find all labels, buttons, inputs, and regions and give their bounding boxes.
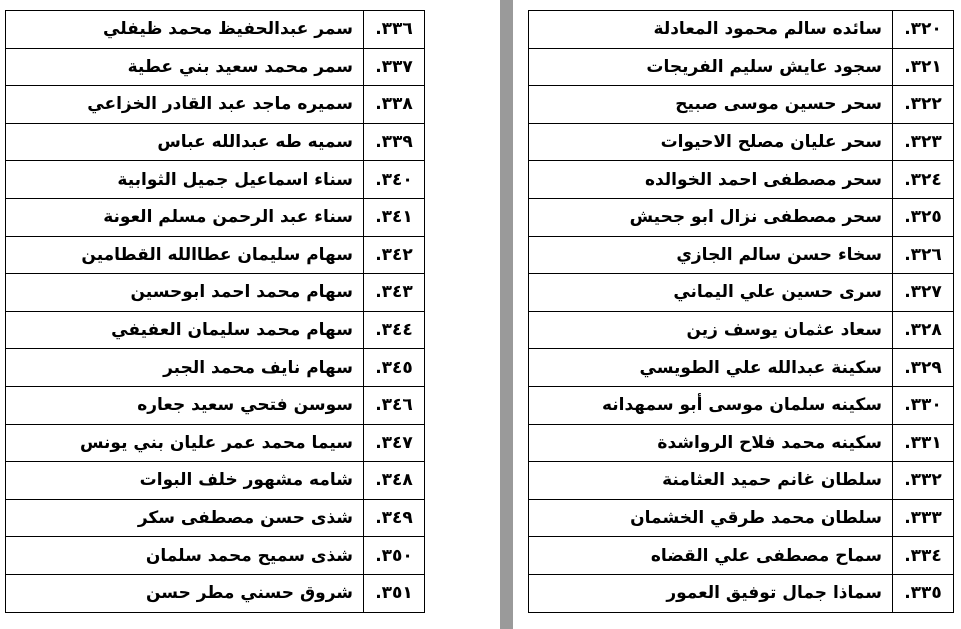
person-name: سماح مصطفى علي القضاه: [529, 537, 893, 575]
row-number: ٣٤٢.: [364, 236, 425, 274]
table-row: [6, 311, 425, 349]
row-number: ٣٤٤.: [364, 311, 425, 349]
person-name: سهام سليمان عطاالله القطامين: [6, 236, 364, 274]
person-name: سكينه سلمان موسى أبو سمهدانه: [529, 386, 893, 424]
person-name: سمر عبدالحفيظ محمد ظيفلي: [6, 11, 364, 49]
row-number: ٣٤٧.: [364, 424, 425, 462]
table-row: [529, 537, 954, 575]
row-number: ٣٢٦.: [893, 236, 954, 274]
names-table-right: [528, 10, 954, 613]
person-name: شذى سميح محمد سلمان: [6, 537, 364, 575]
row-number: ٣٢٠.: [893, 11, 954, 49]
row-number: ٣٣٢.: [893, 462, 954, 500]
table-row: [529, 424, 954, 462]
row-number: ٣٣٥.: [893, 574, 954, 612]
table-row: [529, 161, 954, 199]
table-row: [529, 86, 954, 124]
row-number: ٣٣٨.: [364, 86, 425, 124]
document-page-right: [513, 0, 961, 629]
table-row: [6, 386, 425, 424]
table-row: [6, 123, 425, 161]
person-name: سحر مصطفى نزال ابو جحيش: [529, 198, 893, 236]
person-name: سميره ماجد عبد القادر الخزاعي: [6, 86, 364, 124]
person-name: سرى حسين علي اليماني: [529, 274, 893, 312]
person-name: سعاد عثمان يوسف زين: [529, 311, 893, 349]
person-name: سحر عليان مصلح الاحيوات: [529, 123, 893, 161]
row-number: ٣٣٧.: [364, 48, 425, 86]
table-row: [529, 274, 954, 312]
row-number: ٣٣٣.: [893, 499, 954, 537]
table-row: [6, 48, 425, 86]
person-name: سناء اسماعيل جميل الثوابية: [6, 161, 364, 199]
row-number: ٣٣٩.: [364, 123, 425, 161]
row-number: ٣٣٠.: [893, 386, 954, 424]
person-name: سهام محمد سليمان العفيفي: [6, 311, 364, 349]
table-row: [529, 198, 954, 236]
table-row: [6, 574, 425, 612]
person-name: سهام نايف محمد الجبر: [6, 349, 364, 387]
table-row: [529, 311, 954, 349]
row-number: ٣٤١.: [364, 198, 425, 236]
row-number: ٣٤٩.: [364, 499, 425, 537]
row-number: ٣٤٨.: [364, 462, 425, 500]
row-number: ٣٤٥.: [364, 349, 425, 387]
table-row: [529, 123, 954, 161]
person-name: سوسن فتحي سعيد جعاره: [6, 386, 364, 424]
table-row: [6, 86, 425, 124]
person-name: سميه طه عبدالله عباس: [6, 123, 364, 161]
person-name: سخاء حسن سالم الجازي: [529, 236, 893, 274]
table-row: [6, 11, 425, 49]
table-row: [529, 499, 954, 537]
table-row: [529, 48, 954, 86]
row-number: ٣٢٩.: [893, 349, 954, 387]
row-number: ٣٢٤.: [893, 161, 954, 199]
table-row: [529, 574, 954, 612]
person-name: سائده سالم محمود المعادلة: [529, 11, 893, 49]
person-name: سكينة عبدالله علي الطويسي: [529, 349, 893, 387]
table-row: [529, 236, 954, 274]
row-number: ٣٢٧.: [893, 274, 954, 312]
person-name: شامه مشهور خلف البوات: [6, 462, 364, 500]
row-number: ٣٣١.: [893, 424, 954, 462]
row-number: ٣٣٤.: [893, 537, 954, 575]
row-number: ٣٤٣.: [364, 274, 425, 312]
names-table-left: [5, 10, 425, 613]
table-row: [6, 499, 425, 537]
table-row: [529, 11, 954, 49]
table-row: [529, 386, 954, 424]
row-number: ٣٢١.: [893, 48, 954, 86]
table-row: [6, 161, 425, 199]
table-row: [6, 274, 425, 312]
person-name: شذى حسن مصطفى سكر: [6, 499, 364, 537]
row-number: ٣٢٣.: [893, 123, 954, 161]
row-number: ٣٤٠.: [364, 161, 425, 199]
row-number: ٣٢٨.: [893, 311, 954, 349]
page-gutter: [500, 0, 513, 629]
table-row: [6, 236, 425, 274]
person-name: سلطان محمد طرقي الخشمان: [529, 499, 893, 537]
person-name: سناء عبد الرحمن مسلم العونة: [6, 198, 364, 236]
person-name: سمر محمد سعيد بني عطية: [6, 48, 364, 86]
person-name: سيما محمد عمر عليان بني يونس: [6, 424, 364, 462]
person-name: سلطان غانم حميد العثامنة: [529, 462, 893, 500]
person-name: شروق حسني مطر حسن: [6, 574, 364, 612]
row-number: ٣٣٦.: [364, 11, 425, 49]
table-row: [6, 198, 425, 236]
row-number: ٣٥٠.: [364, 537, 425, 575]
table-row: [6, 349, 425, 387]
table-row: [6, 462, 425, 500]
person-name: سحر مصطفى احمد الخوالده: [529, 161, 893, 199]
person-name: سحر حسين موسى صبيح: [529, 86, 893, 124]
person-name: سهام محمد احمد ابوحسين: [6, 274, 364, 312]
table-row: [6, 424, 425, 462]
row-number: ٣٢٢.: [893, 86, 954, 124]
table-row: [529, 349, 954, 387]
row-number: ٣٥١.: [364, 574, 425, 612]
table-row: [529, 462, 954, 500]
row-number: ٣٤٦.: [364, 386, 425, 424]
table-row: [6, 537, 425, 575]
person-name: سماذا جمال توفيق العمور: [529, 574, 893, 612]
person-name: سجود عايش سليم الفريجات: [529, 48, 893, 86]
person-name: سكينه محمد فلاح الرواشدة: [529, 424, 893, 462]
row-number: ٣٢٥.: [893, 198, 954, 236]
